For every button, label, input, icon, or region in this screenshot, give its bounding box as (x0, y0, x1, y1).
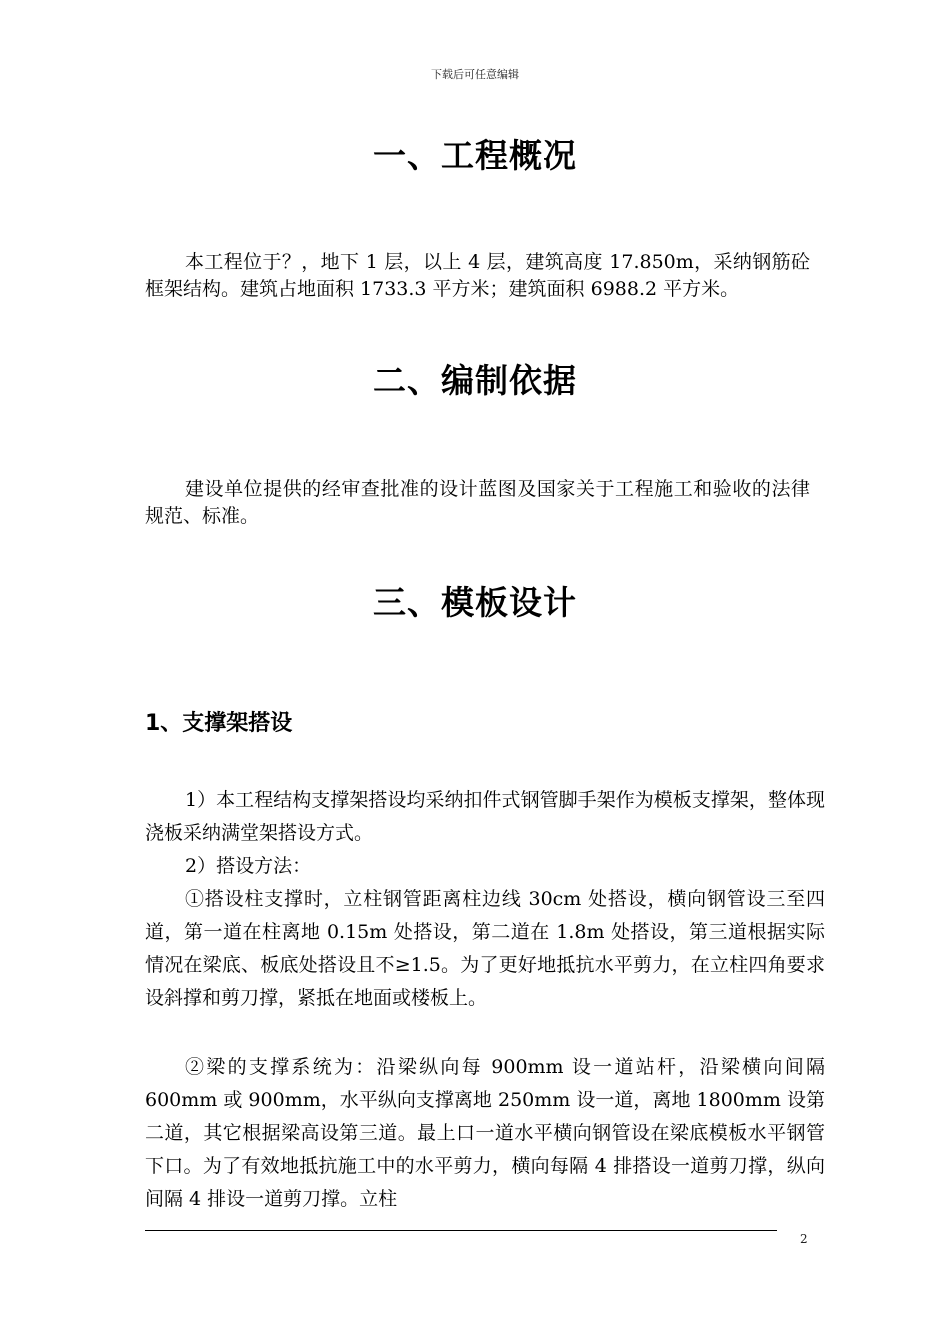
footer-divider (145, 1230, 777, 1231)
support-paragraph-1: 1）本工程结构支撑架搭设均采纳扣件式钢管脚手架作为模板支撑架，整体现浇板采纳满堂架搭设方式。 (145, 789, 825, 844)
section-title-formwork-design: 三、模板设计 (373, 583, 577, 622)
section-body-basis: 建设单位提供的经审查批准的设计蓝图及国家关于工程施工和验收的法律规范、标准。 (145, 478, 810, 527)
section-title-basis: 二、编制依据 (373, 361, 577, 400)
subsection-title-support: 1、支撑架搭设 (145, 711, 293, 736)
support-paragraph-3: ①搭设柱支撑时，立柱钢管距离柱边线 30cm 处搭设，横向钢管设三至四道，第一道在柱离地 0.15m 处搭设，第二道在 1.8m 处搭设，第三道根据实际情况在梁底、板底处搭设且不≥1.5。为了更好地抵抗水平剪力，在立柱四角要求设斜撑和剪刀撑，紧抵在地面或楼板上。 (145, 888, 825, 1009)
support-paragraph-2: 2）搭设方法： (185, 855, 312, 877)
page-number: 2 (800, 1232, 808, 1246)
section-title-overview: 一、工程概况 (373, 136, 577, 175)
header-note: 下载后可任意编辑 (431, 68, 519, 81)
support-paragraph-4: ②梁的支撑系统为：沿梁纵向每 900mm 设一道站杆，沿梁横向间隔 600mm 或 900mm，水平纵向支撑离地 250mm 设一道，离地 1800mm 设第二道，其它根据梁高设第三道。最上口一道水平横向钢管设在梁底模板水平钢管下口。为了有效地抵抗施工中的水平剪力，横向每隔 4 排搭设一道剪刀撑，纵向间隔 4 排设一道剪刀撑。立柱 (145, 1056, 825, 1210)
section-body-overview: 本工程位于？，地下 1 层，以上 4 层，建筑高度 17.850m，采纳钢筋砼框架结构。建筑占地面积 1733.3 平方米；建筑面积 6988.2 平方米。 (145, 251, 810, 300)
